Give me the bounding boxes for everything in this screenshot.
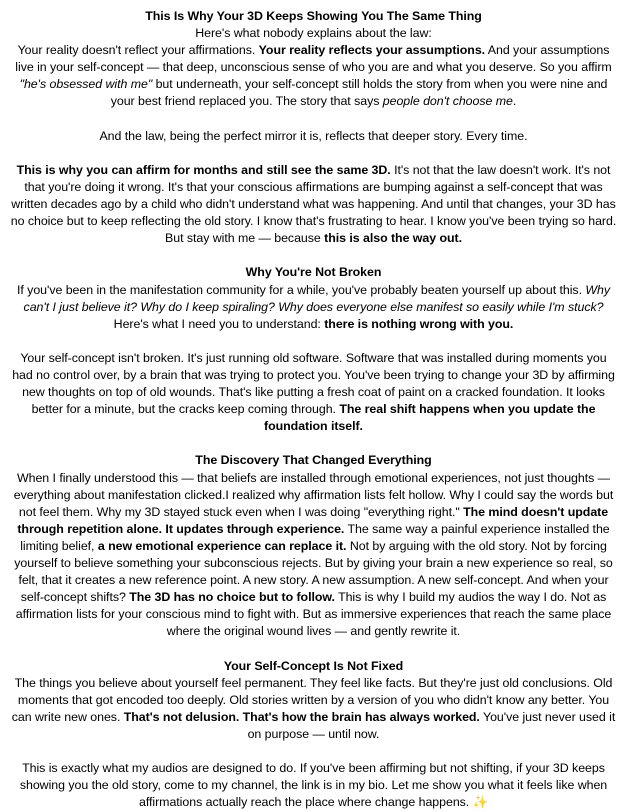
text-run: Your self-concept isn't broken. It's just running old software. Software that was installed during moments you had no control over, by a brain that was trying to protect you. You've been trying to change your 3D by affirming new thoughts on top of old wounds. That's like putting a fresh coat of paint on a cracked foundation. It looks better for a minute, but the cracks keep coming through.	[12, 350, 615, 417]
section-heading: Why You're Not Broken	[245, 265, 382, 280]
section-intro: Here's what nobody explains about the law:	[195, 26, 432, 41]
paragraph: And the law, being the perfect mirror it is, reflects that deeper story. Every time.	[99, 128, 528, 143]
bold-text: The 3D has no choice but to follow.	[129, 590, 335, 605]
paragraph-gap	[10, 145, 617, 162]
bold-text: a new emotional experience can replace it.	[97, 538, 347, 553]
italic-text: Why can't I just believe it? Why do I keep spiraling? Why does everyone else manifest so easily while I'm stuck?	[23, 282, 610, 314]
bold-text: That's not delusion. That's how the brain has always worked.	[123, 709, 480, 724]
italic-text: "he's obsessed with me"	[19, 77, 153, 92]
paragraph-gap	[10, 640, 617, 657]
paragraph	[10, 162, 617, 247]
text-run: If you've been in the manifestation community for a while, you've probably beaten yourself up about this.	[17, 282, 586, 297]
text-run: It's not that the law doesn't work. It's not that you're doing it wrong. It's that your conscious affirmations are bumping against a self-concept that was written decades ago by a child who didn't understand what was happening. And until that changes, your 3D has no choice but to keep reflecting the old story. I know that's frustrating to hear. I know you've been trying so hard. But stay with me — because	[10, 162, 617, 246]
text-run: Here's what I need you to understand:	[113, 316, 325, 331]
paragraph-gap	[10, 333, 617, 350]
paragraph	[10, 42, 617, 110]
bold-text: This is why you can affirm for months and still see the same 3D.	[16, 162, 391, 177]
text-run: This is exactly what my audios are designed to do. If you've been affirming but not shifting, if your 3D keeps showing you the old story, come to my channel, the link is in my bio. Let me show you what it feels like when affirmations actually reach the place where change happens.	[19, 761, 608, 810]
text-run: The things you believe about yourself feel permanent. They feel like facts. But they're just old conclusions. Old moments that got encoded too deeply. Old stories written by a version of you who didn't know any better. You can write new ones.	[11, 675, 613, 724]
text-run: And your assumptions live in your self-concept — that deep, unconscious sense of who you are and what you deserve. So you affirm	[15, 43, 612, 75]
section-heading: Your Self-Concept Is Not Fixed	[223, 658, 404, 673]
text-run: Not by arguing with the old story. Not by forcing yourself to believe something your subconscious rejects. But by giving your brain a new experience so real, so felt, that it creates a new reference point. A new story. A new assumption. A new self-concept. And when your self-concept shifts?	[14, 538, 613, 605]
paragraph	[10, 350, 617, 435]
text-run: When I finally understood this — that beliefs are installed through emotional experiences, not just thoughts — everything about manifestation clicked.I realized why affirmation lists felt hollow. Why I could say the words but not feel them. Why my 3D stayed stuck even when I was doing "everything right."	[13, 470, 614, 519]
paragraph	[10, 760, 617, 811]
text-run: Your reality doesn't reflect your affirmations.	[17, 43, 259, 58]
bold-text: this is also the way out.	[324, 231, 462, 246]
italic-text: people don't choose me	[382, 94, 513, 109]
text-run: This is why I build my audios the way I do. Not as affirmation lists for your conscious mind to fight with. But as immersive experiences that reach the same place where the original wound lives — and gently rewrite it.	[15, 590, 612, 639]
section-heading: This Is Why Your 3D Keeps Showing You The Same Thing	[145, 9, 482, 23]
bold-text: Your reality reflects your assumptions.	[258, 43, 486, 58]
bold-text: The mind doesn't update through repetition alone. It updates through experience.	[17, 504, 609, 536]
section-heading: The Discovery That Changed Everything	[195, 453, 432, 468]
paragraph	[10, 470, 617, 641]
paragraph-gap	[10, 435, 617, 452]
paragraph	[10, 282, 617, 333]
bold-text: there is nothing wrong with you.	[324, 316, 514, 331]
paragraph	[10, 675, 617, 743]
sparkles-icon: ✨	[472, 795, 488, 810]
text-run: but underneath, your self-concept still holds the story from when you were nine and your best friend replaced you. The story that says	[110, 77, 608, 109]
text-run: You've just never used it on purpose — until now.	[247, 709, 616, 741]
text-run: The same way a painful experience installed the limiting belief,	[20, 521, 610, 553]
paragraph-gap	[10, 743, 617, 760]
paragraph-gap	[10, 247, 617, 264]
paragraph-gap	[10, 111, 617, 128]
bold-text: The real shift happens when you update the foundation itself.	[264, 402, 596, 434]
text-run: .	[512, 94, 517, 109]
